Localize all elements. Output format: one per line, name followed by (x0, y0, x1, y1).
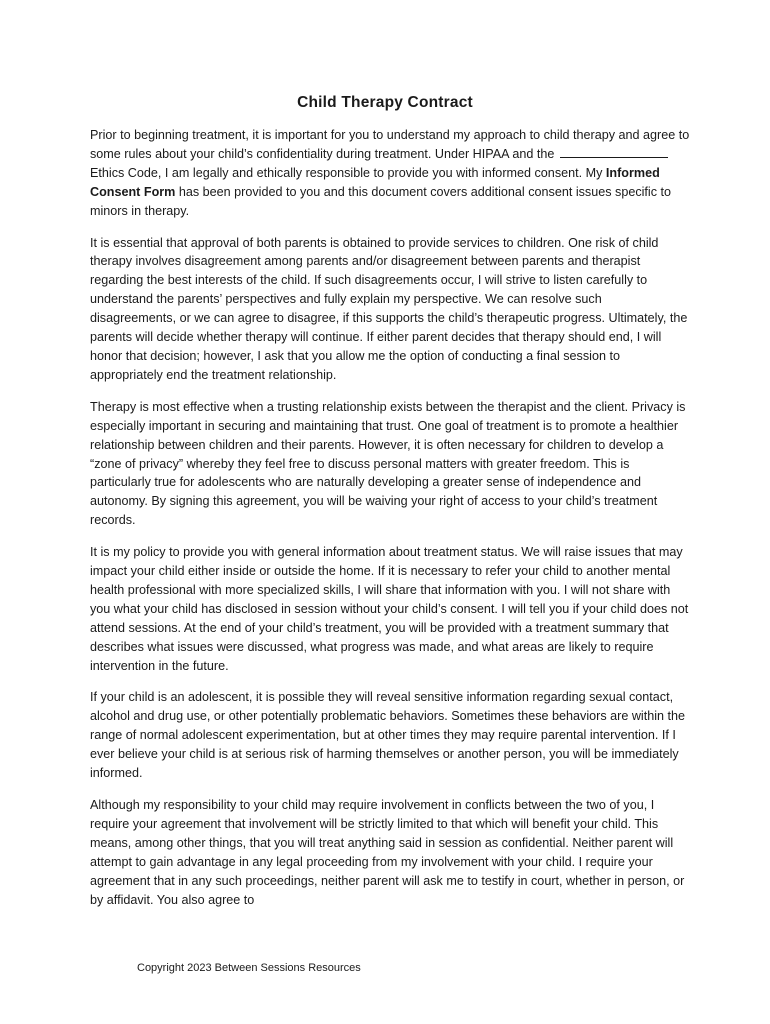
paragraph-intro-part-c: has been provided to you and this document covers additional consent issues specific to minors in therapy. (90, 184, 672, 218)
copyright-footer: Copyright 2023 Between Sessions Resources (137, 962, 361, 974)
document-body (90, 126, 690, 922)
paragraph-parental-approval: It is essential that approval of both parents is obtained to provide services to children. One risk of child therapy involves disagreement among parents and/or disagreement between parents and therapist regarding the best interests of the child. If such disagreements occur, I will strive to listen carefully to understand the parents’ perspectives and fully explain my perspective. We can resolve such disagreements, or we can agree to disagree, if this supports the child’s therapeutic progress. Ultimately, the parents will decide whether therapy will continue. If either parent decides that therapy should end, I will honor that decision; however, I ask that you allow me the option of conducting a final session to appropriately end the treatment relationship. (90, 235, 688, 382)
paragraph-information-policy: It is my policy to provide you with general information about treatment status. We will raise issues that may impact your child either inside or outside the home. If it is necessary to refer your child to another mental health professional with more specialized skills, I will share that information with you. I will not share with you what your child has disclosed in session without your child’s consent. I will tell you if your child does not attend sessions. At the end of your child’s treatment, you will be provided with a treatment summary that describes what issues were discussed, what progress was made, and what areas are likely to require intervention in the future. (90, 545, 689, 673)
paragraph-intro (90, 126, 690, 221)
ethics-code-blank-field[interactable] (560, 145, 668, 158)
paragraph-privacy: Therapy is most effective when a trusting relationship exists between the therapist and the client. Privacy is especially important in securing and maintaining that trust. One goal of treatment is to promote a healthier relationship between children and their parents. However, it is often necessary for children to develop a “zone of privacy” whereby they feel free to discuss personal matters with greater freedom. This is particularly true for adolescents who are naturally developing a greater sense of independence and autonomy. By signing this agreement, you will be waiving your right of access to your child’s treatment records. (90, 399, 686, 528)
paragraph-intro-part-a: Prior to beginning treatment, it is important for you to understand my approach to child therapy and agree to some rules about your child’s confidentiality during treatment. Under HIPAA and the (90, 128, 690, 161)
paragraph-adolescent: If your child is an adolescent, it is possible they will reveal sensitive information regarding sexual contact, alcohol and drug use, or other potentially problematic behaviors. Sometimes these behaviors are within the range of normal adolescent experimentation, but at other times they may require parental intervention. If I ever believe your child is at serious risk of harming themselves or another person, you will be immediately informed. (90, 690, 686, 781)
paragraph-intro-part-b: Ethics Code, I am legally and ethically responsible to provide you with informed consent. My (90, 165, 603, 180)
informed-consent-form-bold: Informed Consent Form (90, 165, 660, 199)
paragraph-conflicts: Although my responsibility to your child may require involvement in conflicts between the two of you, I require your agreement that involvement will be strictly limited to that which will benefit your child. This means, among other things, that you will treat anything said in session as confidential. Neither parent will attempt to gain advantage in any legal proceeding from my involvement with your child. I require your agreement that in any such proceedings, neither parent will ask me to testify in court, whether in person, or by affidavit. You also agree to (90, 798, 685, 907)
document-title: Child Therapy Contract (297, 94, 473, 111)
